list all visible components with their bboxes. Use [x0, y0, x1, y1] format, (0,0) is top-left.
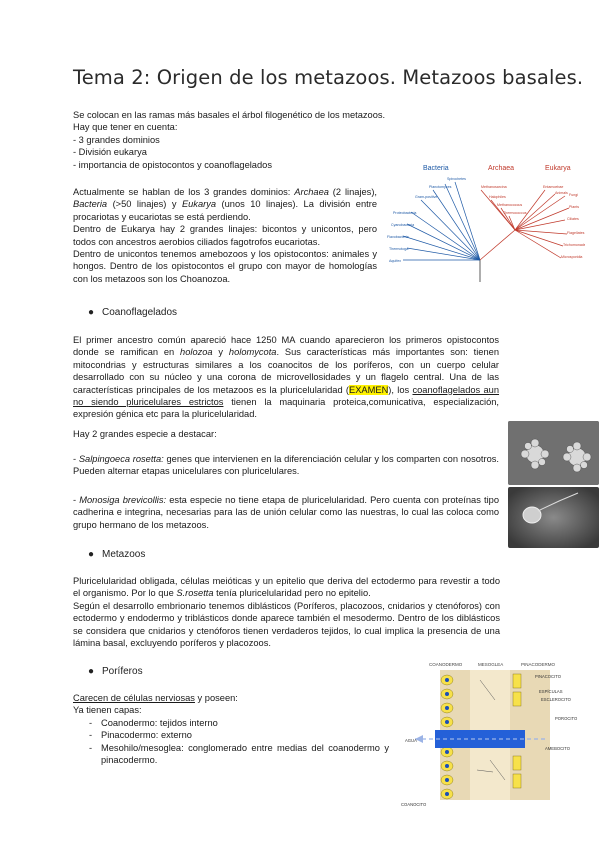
intro-block [73, 109, 413, 171]
svg-text:Trichomonads: Trichomonads [563, 243, 585, 247]
svg-text:COANODERMO: COANODERMO [429, 662, 463, 667]
svg-text:Plants: Plants [569, 205, 579, 209]
svg-text:ESCLEROCITO: ESCLEROCITO [541, 697, 571, 702]
svg-text:PINACOCITO: PINACOCITO [535, 674, 561, 679]
section-heading-metazoos: ● Metazoos [88, 549, 146, 560]
svg-text:Animals: Animals [555, 191, 568, 195]
svg-text:Halophiles: Halophiles [489, 195, 506, 199]
species-monosiga: - Monosiga brevicollis: esta especie no tiene etapa de pluricelularidad. Pero cuenta con proteínas tipo cadherina e integrina, necesarias para las de unión celular como las nuestras, lo cual las coloca como grupo hermano de los metazoos. [73, 495, 499, 530]
svg-text:COANOCITO: COANOCITO [401, 802, 427, 807]
svg-text:Gram-positive: Gram-positive [415, 195, 438, 199]
domains-paragraph: Actualmente se hablan de los 3 grandes dominios: Archaea (2 linajes), Bacteria (>50 linajes) y Eukarya (unos 10 linajes). La división entre procariotas y eucariotas se está perdiendo. [73, 187, 377, 222]
intro-line: Hay que tener en cuenta: [73, 122, 178, 133]
svg-text:Spirochetes: Spirochetes [447, 177, 466, 181]
tree-label-archaea: Archaea [488, 165, 515, 172]
svg-text:Aquifex: Aquifex [389, 259, 401, 263]
tree-label-eukarya: Eukarya [545, 165, 571, 172]
intro-line: - 3 grandes dominios [73, 134, 160, 145]
svg-text:Cyanobacteria: Cyanobacteria [391, 223, 415, 227]
coano-subheading: Hay 2 grandes especie a destacar: [73, 429, 217, 439]
salpingoeca-rosette-image [508, 421, 599, 485]
exam-highlight: EXAMEN [349, 384, 389, 395]
svg-text:Fungi: Fungi [569, 193, 578, 197]
svg-text:Thermococcus: Thermococcus [503, 211, 527, 215]
svg-text:AGUA: AGUA [405, 738, 417, 743]
svg-text:Microsporidia: Microsporidia [561, 255, 583, 259]
intro-line: - importancia de opistocontos y coanoflagelados [73, 159, 272, 170]
section-heading-coanoflagelados: ● Coanoflagelados [88, 307, 178, 318]
svg-text:Planctomyces: Planctomyces [429, 185, 452, 189]
layer-list [73, 717, 389, 767]
domains-paragraph: Dentro de unicontos tenemos amebozoos y los opistocontos: animales y hongos. Dentro de los opistocontos el grupo con mayor de homologías con los metazoos son los Choanozoa. [73, 249, 377, 284]
intro-line: - División eukarya [73, 147, 147, 158]
coano-paragraph: El primer ancestro común apareció hace 1250 MA cuando aparecieron los primeros opistocontos donde se ramifican en holozoa y holomycota. Sus características más importantes son: tienen mitocondrias y estructuras similares a los coanocitos de los poríferos, con un cuerpo celular desarrollado con su núcleo y una corona de microvellosidades y un flagelo central. Una de las características principales de los metazoos es la pluricelularidad (EXAMEN), los coanoflagelados aun no siendo pluricelulares estrictos tienen la maquinaria proteica,comunicativa, especialización, expresión génica etc para la pluricelularidad. [73, 335, 500, 420]
svg-text:Flagellates: Flagellates [567, 231, 585, 235]
domains-paragraph: Dentro de Eukarya hay 2 grandes linajes: bicontos y unicontos, pero todos con ancestros aerobios ciliados fagotrofos eucariotas. [73, 224, 377, 247]
svg-text:Flavobacteria: Flavobacteria [387, 235, 409, 239]
tree-label-bacteria: Bacteria [423, 165, 449, 172]
list-item: - Pinacodermo: externo [89, 730, 192, 741]
poriferos-block: Carecen de células nerviosas y poseen: Ya tienen capas: - Coanodermo: tejidos interno - Pinacodermo: externo - Mesohilo/mesoglea: conglomerado entre medias del coanodermo y pinacodermo. [73, 693, 389, 766]
domains-block [73, 186, 377, 285]
svg-text:PINACODERMO: PINACODERMO [521, 662, 556, 667]
section-heading-poriferos: ● Poríferos [88, 666, 143, 677]
metazoos-paragraph: Pluricelularidad obligada, células meióticas y un epitelio que deriva del ectodermo para revestir a todo el organismo. Por lo que S.rosetta tenía pluricelularidad pero no epitelio. Según el desarrollo embrionario tenemos diblásticos (Poríferos, placozoos, cnidarios y ctenóforos) con ectodermo y endodermo y triblásticos donde aparece también el mesodermo. Dentro de los diblásticos se considera que cnidarios y ctenóforos tienen verdaderos tejidos, lo cual implica la presencia de una lámina basal, excluyendo poríferos y placozoos. [73, 576, 500, 649]
phylogenetic-tree [385, 160, 585, 285]
list-item: - Mesohilo/mesoglea: conglomerado entre medias del coanodermo y pinacodermo. [89, 742, 389, 766]
svg-text:Methanosarcina: Methanosarcina [481, 185, 507, 189]
svg-text:ESPÍCULAS: ESPÍCULAS [539, 689, 563, 694]
svg-text:Thermotoga: Thermotoga [389, 247, 409, 251]
svg-text:POROCITO: POROCITO [555, 716, 578, 721]
intro-line: Se colocan en las ramas más basales el árbol filogenético de los metazoos. [73, 110, 386, 120]
svg-text:Proteobacteria: Proteobacteria [393, 211, 417, 215]
page-title: Tema 2: Origen de los metazoos. Metazoos basales. [73, 66, 584, 89]
species-salpingoeca: - Salpingoeca rosetta: genes que intervienen en la diferenciación celular y los comparten con nosotros. Pueden alternar etapas unicelulares con pluricelulares. [73, 454, 499, 477]
tree-figure [385, 160, 585, 285]
svg-text:Methanococcus: Methanococcus [497, 203, 523, 207]
sponge-wall-diagram [395, 660, 600, 808]
svg-text:MESOGLEA: MESOGLEA [478, 662, 504, 667]
list-item: - Coanodermo: tejidos interno [89, 717, 218, 728]
svg-text:AMEBOCITO: AMEBOCITO [545, 746, 571, 751]
svg-text:Ciliates: Ciliates [567, 217, 579, 221]
monosiga-brevicollis-image [508, 487, 599, 548]
svg-text:Entamoebae: Entamoebae [543, 185, 564, 189]
